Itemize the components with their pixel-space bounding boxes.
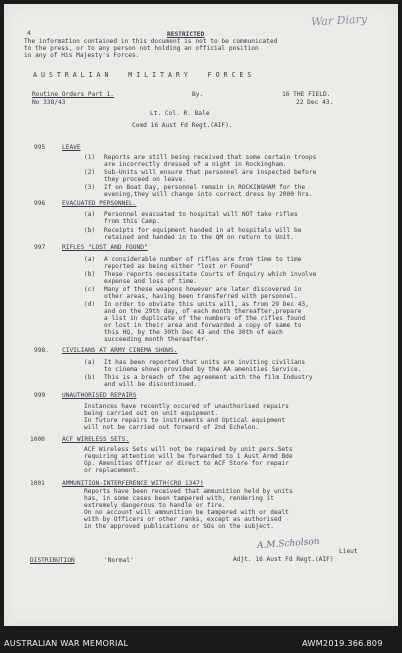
item-line: reported as being either "lost or Found" bbox=[104, 263, 254, 270]
item-label: (1) bbox=[84, 154, 96, 161]
notice-line: in any of His Majesty's Forces. bbox=[24, 52, 140, 59]
item-line: being carried out on unit equipment. bbox=[84, 410, 219, 417]
item-line: expense and loss of time. bbox=[104, 278, 198, 285]
item-line: requiring attention will be forwarded to 1 Aust Armd Bde bbox=[84, 453, 293, 460]
section-number: 999 bbox=[34, 392, 46, 399]
item-line: Receipts for equipment handed in at hospitals will be bbox=[104, 227, 302, 234]
item-line: Personnel evacuated to hospital will NOT take rifles bbox=[104, 211, 298, 218]
item-line: On no account will ammunition be tampered with or dealt bbox=[84, 509, 289, 516]
section-number: 996 bbox=[34, 200, 46, 207]
item-label: (a) bbox=[84, 256, 96, 263]
war-diary-annotation: War Diary bbox=[310, 12, 368, 29]
item-line: Gp. Amenities Officer or direct to ACF Store for repair bbox=[84, 460, 289, 467]
item-line: other areas, having been transferred with personnel. bbox=[104, 293, 298, 300]
item-line: or lost in their area and forwarded a copy of same to bbox=[104, 322, 302, 329]
distribution-value: 'Normal' bbox=[104, 557, 134, 564]
command-title: Comd 16 Aust Fd Regt.(AIF). bbox=[132, 122, 233, 129]
item-line: this HQ, by the 30th Dec 43 and the 30th of each bbox=[104, 329, 283, 336]
item-label: (a) bbox=[84, 211, 96, 218]
signature-handwriting: A.M.Scholson bbox=[256, 536, 320, 552]
item-line: Sub-Units will ensure that personnel are inspected before bbox=[104, 169, 317, 176]
item-line: to cinema shows provided by the AA amenities Service. bbox=[104, 366, 302, 373]
by-label: By. bbox=[192, 91, 204, 98]
item-line: retained and handed in to the QM on return to Unit. bbox=[104, 234, 294, 241]
section-number: 995 bbox=[34, 144, 46, 151]
item-line: Many of these weapons however are later discovered in bbox=[104, 286, 302, 293]
signature-title: Adjt. 16 Aust Fd Regt.(AIF) bbox=[233, 556, 334, 563]
item-line: a list in duplicate of the numbers of the rifles found bbox=[104, 315, 306, 322]
section-number: 1001 bbox=[30, 480, 45, 487]
item-line: If on Boat Day, personnel remain in ROCKINGHAM for the bbox=[104, 184, 306, 191]
item-line: Instances have recently occured of unauthorised repairs bbox=[84, 403, 289, 410]
notice-line: The information contained in this document is not to be communicated bbox=[24, 38, 278, 45]
location: 16 THE FIELD. bbox=[282, 91, 331, 98]
archive-footer bbox=[0, 627, 402, 653]
item-line: or replacement. bbox=[84, 467, 140, 474]
item-line: they proceed on leave. bbox=[104, 176, 186, 183]
footer-accession-number: AWM2019.366.809 bbox=[302, 638, 383, 648]
item-line: and on the 29th day, of each month thereafter,prepare bbox=[104, 308, 302, 315]
restricted-heading: RESTRICTED bbox=[167, 31, 205, 38]
corner-mark: 4 bbox=[27, 30, 31, 37]
item-line: with by Officers or other ranks, except as authorised bbox=[84, 516, 282, 523]
item-line: extremely dangerous to handle or fire. bbox=[84, 502, 226, 509]
item-line: has, in some cases been tampered with, rendering it bbox=[84, 495, 274, 502]
section-heading: ACF WIRELESS SETS. bbox=[62, 436, 130, 443]
item-label: (2) bbox=[84, 169, 96, 176]
item-label: (3) bbox=[84, 184, 96, 191]
section-number: 998. bbox=[34, 347, 49, 354]
forces-title: A U S T R A L I A N M I L I T A R Y F O R C E S bbox=[33, 71, 252, 79]
order-date: 22 Dec 43. bbox=[296, 99, 334, 106]
item-line: In future repairs to instruments and Optical equipment bbox=[84, 417, 286, 424]
item-line: in the approved publications or SOs on the subject. bbox=[84, 523, 274, 530]
item-label: (b) bbox=[84, 271, 96, 278]
item-line: will not be carried out forward of 2nd Echelon. bbox=[84, 424, 260, 431]
footer-institution: AUSTRALIAN WAR MEMORIAL bbox=[4, 638, 129, 648]
section-heading: UNAUTHORISED REPAIRS bbox=[62, 392, 137, 399]
section-heading: CIVILIANS AT ARMY CINEMA SHOWS. bbox=[62, 347, 178, 354]
section-number: 1000 bbox=[30, 436, 45, 443]
item-line: These reports necessitate Courts of Enquiry which involve bbox=[104, 271, 317, 278]
officer-name: Lt. Col. R. Bale bbox=[150, 110, 210, 117]
document-page bbox=[4, 4, 398, 626]
section-heading: RIFLES "LOST AND FOUND" bbox=[62, 244, 148, 251]
item-line: are incorrectly dressed of a night in Rockingham. bbox=[104, 161, 287, 168]
item-line: Reports have been received that ammunition held by units bbox=[84, 488, 293, 495]
section-heading: EVACUATED PERSONNEL. bbox=[62, 200, 137, 207]
item-line: succeeding month thereafter. bbox=[104, 336, 209, 343]
item-label: (d) bbox=[84, 301, 96, 308]
signature-rank: Lieut bbox=[339, 548, 358, 555]
item-line: from this Camp. bbox=[104, 218, 160, 225]
item-label: (b) bbox=[84, 374, 96, 381]
item-line: This is a breach of the agreement with the film Industry bbox=[104, 374, 313, 381]
section-number: 997 bbox=[34, 244, 46, 251]
item-label: (a) bbox=[84, 359, 96, 366]
notice-line: to the press, or to any person not holding an official position bbox=[24, 45, 259, 52]
item-line: In order to obviate this units will, as from 29 Dec 43, bbox=[104, 301, 309, 308]
item-line: and will be discontinued. bbox=[104, 381, 198, 388]
section-heading: AMMUNITION-INTERFERENCE WITH(CRO 1347) bbox=[62, 480, 204, 487]
item-line: ACF Wireless Sets will not be repaired by unit pers.Sets bbox=[84, 446, 293, 453]
distribution-label: DISTRIBUTION bbox=[30, 557, 75, 564]
item-line: It has been reported that units are inviting civilians bbox=[104, 359, 306, 366]
orders-number: No 338/43 bbox=[32, 99, 66, 106]
orders-label: Routine Orders Part 1. bbox=[32, 91, 114, 98]
item-label: (c) bbox=[84, 286, 96, 293]
section-heading: LEAVE bbox=[62, 144, 81, 151]
item-line: Reports are still being received that some certain troops bbox=[104, 154, 317, 161]
item-line: evening,they will change into correct dress by 2000 hrs. bbox=[104, 191, 313, 198]
item-line: A considerable number of rifles are from time to time bbox=[104, 256, 302, 263]
item-label: (b) bbox=[84, 227, 96, 234]
